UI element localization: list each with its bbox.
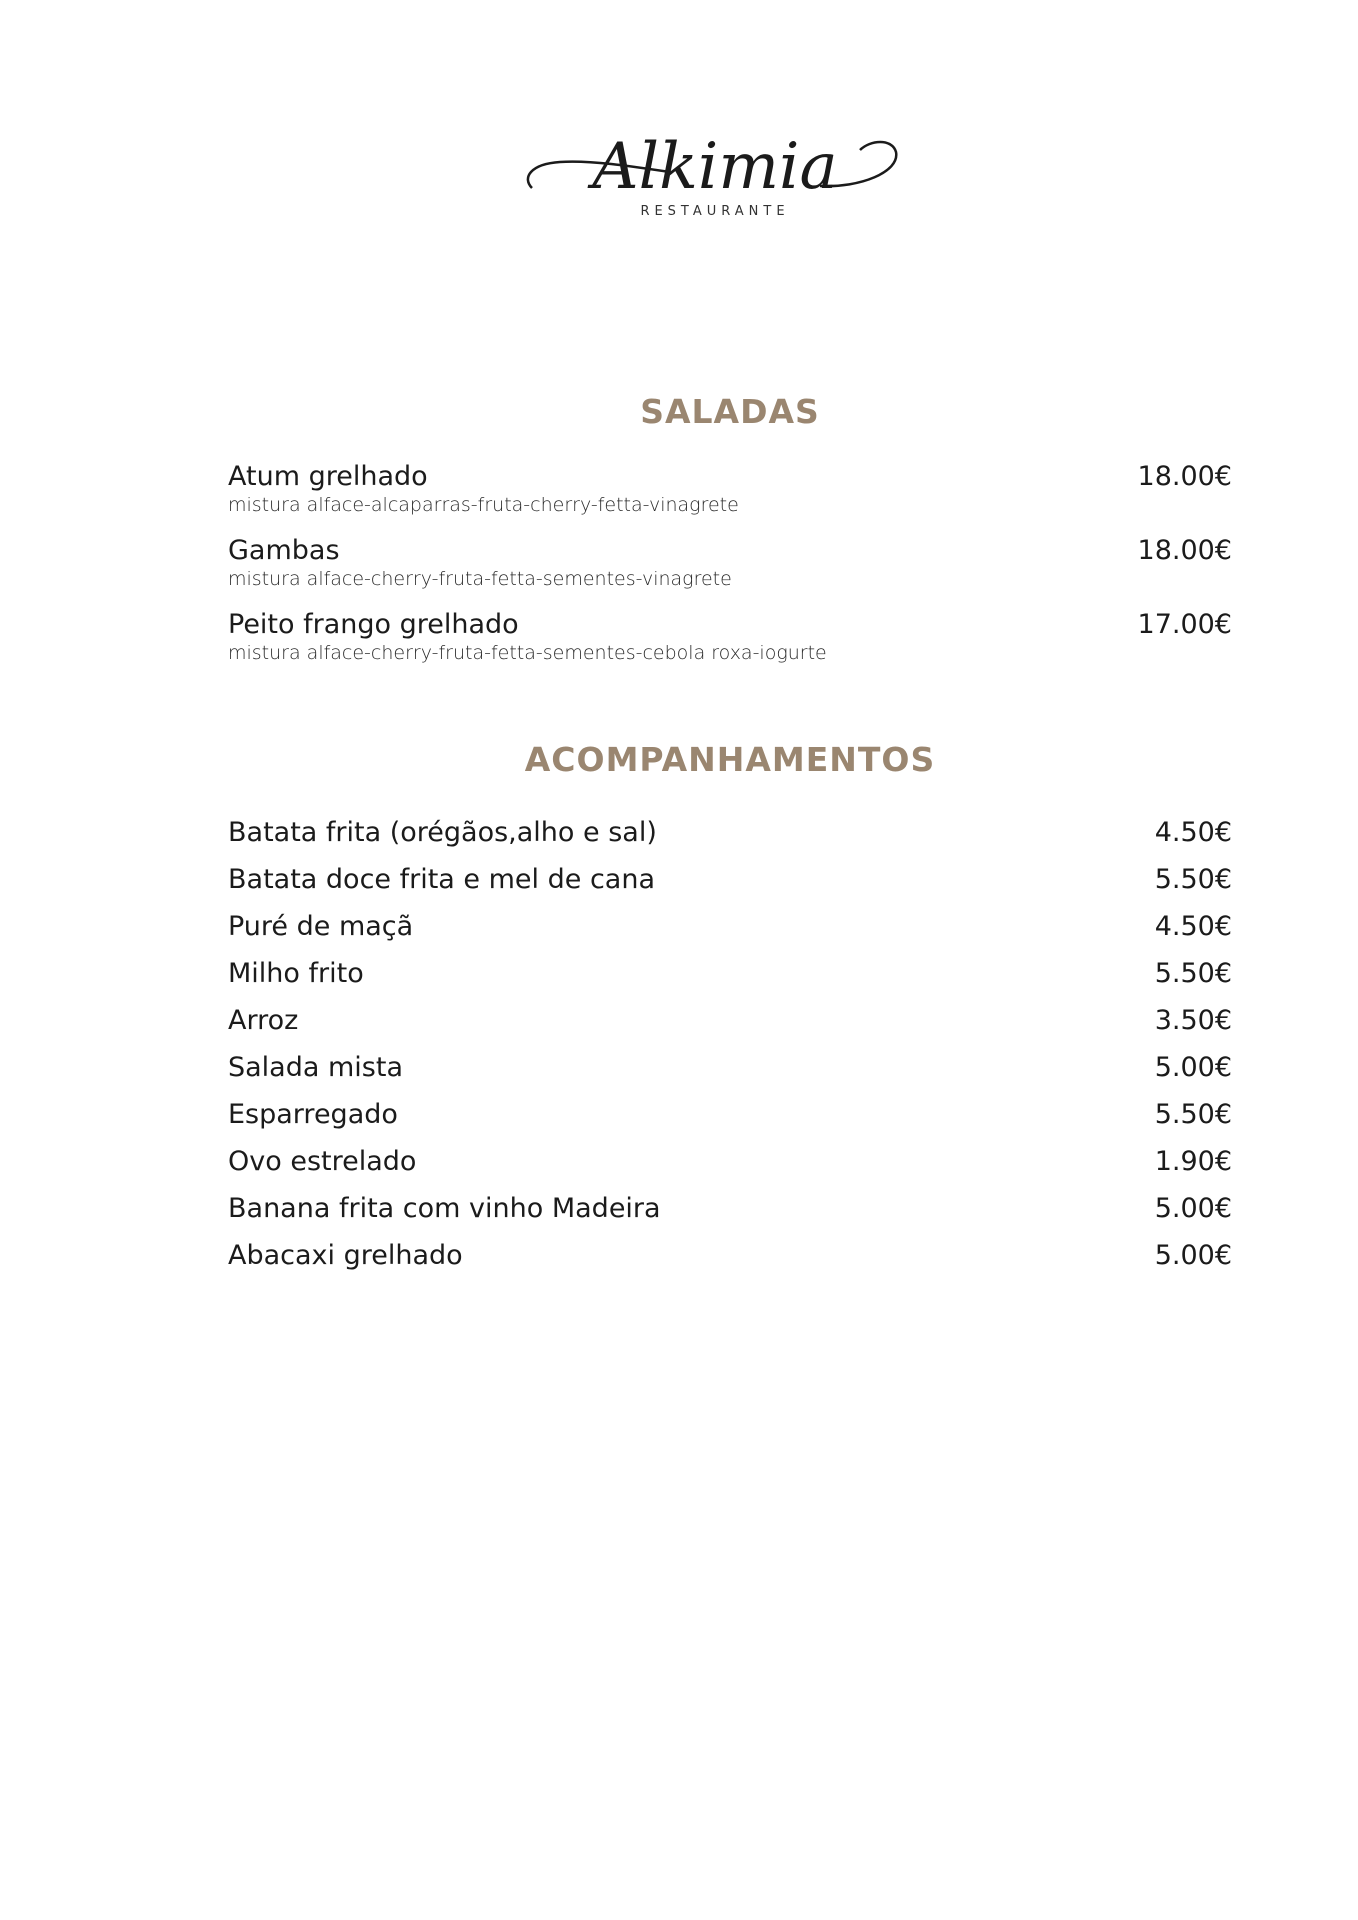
section-saladas bbox=[228, 392, 1232, 683]
item-price: 1.90€ bbox=[1154, 1145, 1232, 1177]
item-price: 5.00€ bbox=[1154, 1239, 1232, 1271]
item-price: 18.00€ bbox=[1137, 461, 1232, 492]
menu-item bbox=[228, 950, 1232, 997]
item-name: Ovo estrelado bbox=[228, 1145, 417, 1177]
item-description: mistura alface-alcaparras-fruta-cherry-fetta-vinagrete bbox=[228, 494, 739, 516]
menu-item bbox=[228, 461, 1232, 535]
restaurant-logo bbox=[520, 128, 910, 228]
item-description: mistura alface-cherry-fruta-fetta-sementes-cebola roxa-iogurte bbox=[228, 642, 827, 664]
menu-item bbox=[228, 1091, 1232, 1138]
item-price: 4.50€ bbox=[1154, 910, 1232, 942]
menu-item bbox=[228, 1232, 1232, 1279]
menu-item bbox=[228, 809, 1232, 856]
item-price: 5.50€ bbox=[1154, 863, 1232, 895]
item-name: Esparregado bbox=[228, 1098, 398, 1130]
item-price: 4.50€ bbox=[1154, 816, 1232, 848]
item-price: 3.50€ bbox=[1154, 1004, 1232, 1036]
section-title: SALADAS bbox=[640, 392, 820, 431]
item-name: Abacaxi grelhado bbox=[228, 1239, 463, 1271]
item-name: Atum grelhado bbox=[228, 461, 428, 492]
menu-item bbox=[228, 1044, 1232, 1091]
item-price: 5.00€ bbox=[1154, 1192, 1232, 1224]
item-name: Puré de maçã bbox=[228, 910, 414, 942]
logo-wordmark: Alkimia bbox=[592, 130, 838, 204]
menu-item bbox=[228, 609, 1232, 683]
section-acompanhamentos bbox=[228, 740, 1232, 1279]
item-name: Salada mista bbox=[228, 1051, 403, 1083]
item-price: 5.00€ bbox=[1154, 1051, 1232, 1083]
item-name: Banana frita com vinho Madeira bbox=[228, 1192, 661, 1224]
logo-subtitle: RESTAURANTE bbox=[640, 204, 790, 219]
item-name: Batata doce frita e mel de cana bbox=[228, 863, 656, 895]
item-price: 5.50€ bbox=[1154, 1098, 1232, 1130]
menu-item bbox=[228, 856, 1232, 903]
item-price: 17.00€ bbox=[1137, 609, 1232, 640]
menu-item bbox=[228, 1185, 1232, 1232]
item-name: Peito frango grelhado bbox=[228, 609, 519, 640]
item-name: Milho frito bbox=[228, 957, 364, 989]
menu-item bbox=[228, 1138, 1232, 1185]
menu-item bbox=[228, 535, 1232, 609]
item-name: Arroz bbox=[228, 1004, 299, 1036]
item-price: 5.50€ bbox=[1154, 957, 1232, 989]
menu-item bbox=[228, 997, 1232, 1044]
item-description: mistura alface-cherry-fruta-fetta-sementes-vinagrete bbox=[228, 568, 732, 590]
section-title: ACOMPANHAMENTOS bbox=[524, 740, 936, 779]
item-price: 18.00€ bbox=[1137, 535, 1232, 566]
logo-script bbox=[520, 128, 910, 208]
item-name: Gambas bbox=[228, 535, 340, 566]
menu-item bbox=[228, 903, 1232, 950]
item-name: Batata frita (orégãos,alho e sal) bbox=[228, 816, 657, 848]
